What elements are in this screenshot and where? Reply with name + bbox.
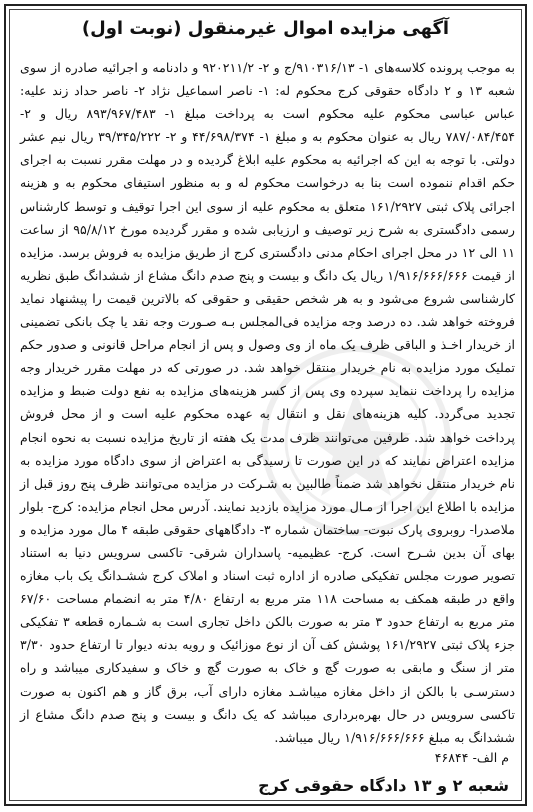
reference-number: م الف- ۴۶۸۴۴ — [434, 750, 509, 765]
notice-body: به موجب پرونده کلاسه‌های ۱- ۹۱۰۳۱۶/۱۳/ج و ۲- ۹۲۰۲۱۱/۲ و دادنامه و اجرائیه صادره از سوی شعبه ۱۳ و ۲ دادگاه حقوقی کرج محکوم له: ۱- ناصر اسماعیل نژاد ۲- ناصر حداد زند علیه: عباس عباسی محکوم علیه محکوم است به پرداخت مبلغ ۱- ۸۹۳/۹۶۷/۴۸۳ ریال و ۲- ۷۸۷/۰۸۴/۴۵۴ ریال به عنوان محکوم به و مبلغ ۱- ۴۴/۶۹۸/۳۷۴ و ۲- ۳۹/۳۴۵/۲۲۲ ریال نیم عشر دولتی. با توجه به این که اجرائیه به محکوم علیه ابلاغ گردیده و در مهلت مقرر نسبت به اجرای حکم اقدام ننموده است بنا به درخواست محکوم له و به منظور استیفای محکوم به و هزینه اجرائی پلاک ثبتی ۱۶۱/۲۹۲۷ متعلق به محکوم علیه از سوی این اجرا توقیف و توسط کارشناس رسمی دادگستری به شرح زیر توصیف و ارزیابی شده و مقرر گردیده مورخ ۹۵/۸/۱۲ از ساعت ۱۱ الی ۱۲ در محل اجرای احکام مدنی دادگستری کرج از طریق مزایده به فروش برسد. مزایده از قیمت ۱/۹۱۶/۶۶۶/۶۶۶ ریال یک دانگ و بیست و پنج صدم دانگ مشاع از ششدانگ طبق نظریه کارشناسی شروع می‌شود و به هر شخص حقیقی و حقوقی که بالاترین قیمت را پیشنهاد نماید فروخته خواهد شد. ده درصد وجه مزایده فی‌المجلس بـه صـورت وجه نقد یا چک بانکی تضمینی از خریدار اخـذ و الباقی ظرف یک ماه از وی وصول و پس از انجام مراحل قانونی و صدور حکم تملیک مورد مزایده به نام خریدار منتقل خواهد شد. در صورتی که در مهلت مقرر خریدار وجه مزایده را پرداخت ننماید سپرده وی پس از کسر هزینه‌های مزایده به نفع دولت ضبط و مزایده تجدید می‌گردد. کلیه هزینه‌های نقل و انتقال به عهده محکوم علیه است و از محل فروش پرداخت خواهد شد. طرفین می‌توانند ظرف مدت یک هفته از تاریخ مزایده نسبت به نحوه انجام مزایده اعتراض نمایند که در این صورت تا رسیدگی به اعتراض از سوی دادگاه مورد مزایده به نام خریدار منتقل نخواهد شد ضمناً طالبین به شـرکت در مزایده می‌توانند ظرف پنج روز قبل از مزایده با اطلاع این اجرا از مـال مورد مزایده بازدید نمایند. آدرس محل انجام مزایده: کرج- بلوار ملاصدرا- روبروی پارک نبوت- ساختمان شماره ۳- دادگاههای حقوقی طبقه ۴ مال مورد مزایده و بهای آن بدین شـرح است. کرج- عظیمیه- پاسداران شرقی- تاکسی سرویس دنیا به استناد تصویر صورت مجلس تفکیکی صادره از اداره ثبت اسناد و املاک کرج ششـدانگ یک باب مغازه واقع در طبقه همکف به مساحت ۱۱۸ متر مربع به ارتفاع ۴/۸۰ متر به انضمام مساحت ۶۷/۶۰ متر مربع به ارتفاع حدود ۳ متر به صورت بالکن داخل تجاری است به شـماره قطعه ۳ تفکیکی جزء پلاک ثبتی ۱۶۱/۲۹۲۷ پوشش کف آن از نوع موزائیک و رویه بدنه دیوار تا ارتفاع حدود ۳/۳۰ متر از سنگ و مابقی به صورت گچ و خاک به صورت گچ و خاک و سفیدکاری میباشد و راه دسترسـی با بالکن از داخل مغازه میباشـد مغازه دارای آب، برق گاز و هم اکنون به صورت تاکسی سرویس در حال بهره‌برداری میباشد که یک دانگ و بیست و پنج صدم دانگ مشاع از ششدانگ به مبلغ ۱/۹۱۶/۶۶۶/۶۶۶ ریال میباشد. — [20, 60, 516, 745]
notice-title: آگهی مزایده اموال غیرمنقول (نوبت اول) — [81, 18, 450, 39]
court-signature: شعبه ۲ و ۱۳ دادگاه حقوقی کرج — [258, 776, 509, 795]
notice-frame — [4, 4, 527, 806]
